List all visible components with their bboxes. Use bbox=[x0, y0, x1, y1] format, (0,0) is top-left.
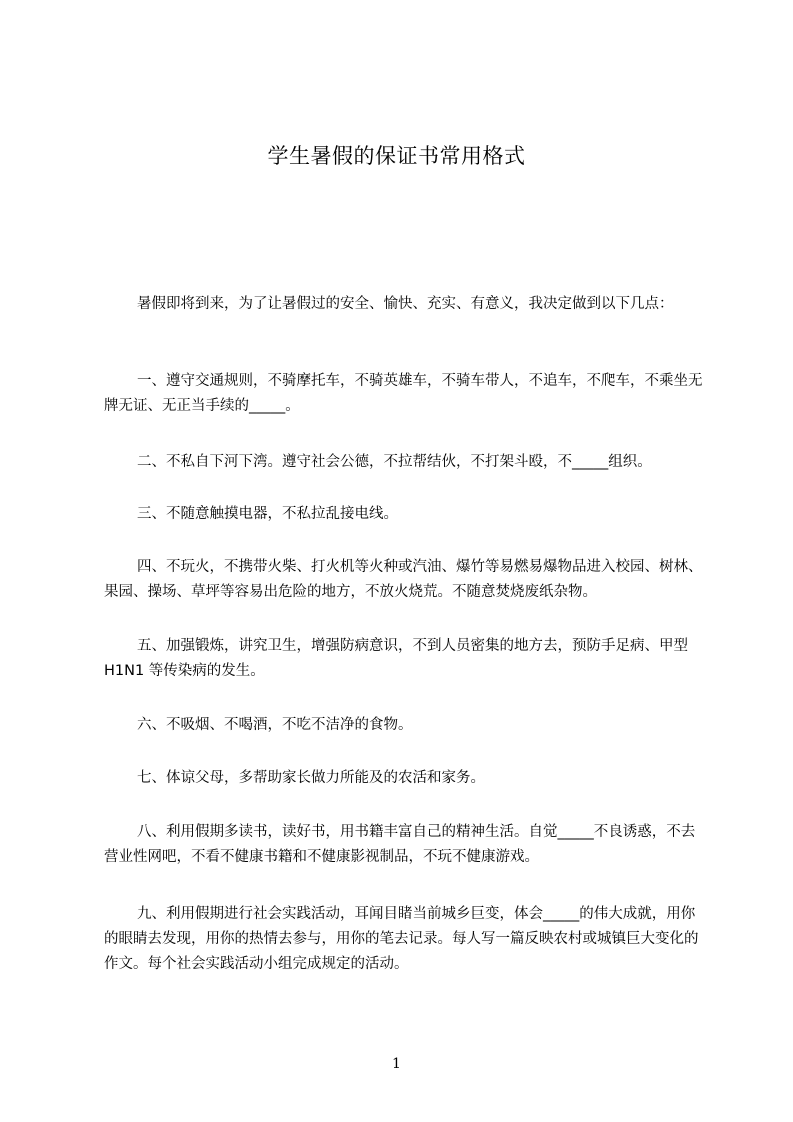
paragraph-item-9: 九、利用假期进行社会实践活动，耳闻目睹当前城乡巨变，体会_____的伟大成就，用你的眼睛去发现，用你的热情去参与，用你的笔去记录。每人写一篇反映农村或城镇巨大变化的作文。每个社会实践活动小组完成规定的活动。 bbox=[104, 906, 699, 972]
paragraph-item-1: 一、遵守交通规则，不骑摩托车，不骑英雄车，不骑车带人，不追车，不爬车，不乘坐无牌无证、无正当手续的_____。 bbox=[104, 373, 703, 414]
paragraph-item-3: 三、不随意触摸电器，不私拉乱接电线。 bbox=[137, 506, 398, 522]
document-title: 学生暑假的保证书常用格式 bbox=[267, 144, 526, 168]
paragraph-item-6: 六、不吸烟、不喝酒，不吃不洁净的食物。 bbox=[137, 717, 413, 733]
paragraph-item-8: 八、利用假期多读书，读好书，用书籍丰富自己的精神生活。自觉_____不良诱惑，不去营业性网吧，不看不健康书籍和不健康影视制品，不玩不健康游戏。 bbox=[104, 824, 696, 865]
paragraph-item-5: 五、加强锻炼，讲究卫生，增强防病意识，不到人员密集的地方去，预防手足病、甲型 H1N1 等传染病的发生。 bbox=[104, 638, 688, 679]
paragraph-item-7: 七、体谅父母，多帮助家长做力所能及的农活和家务。 bbox=[137, 770, 485, 786]
paragraph-item-2: 二、不私自下河下湾。遵守社会公德，不拉帮结伙，不打架斗殴，不_____组织。 bbox=[137, 454, 652, 470]
page-number: 1 bbox=[392, 1056, 401, 1072]
paragraph-intro: 暑假即将到来，为了让暑假过的安全、愉快、充实、有意义，我决定做到以下几点： bbox=[137, 296, 674, 312]
paragraph-item-4: 四、不玩火，不携带火柴、打火机等火种或汽油、爆竹等易燃易爆物品进入校园、树林、果园、操场、草坪等容易出危险的地方，不放火烧荒。不随意焚烧废纸杂物。 bbox=[104, 559, 703, 600]
